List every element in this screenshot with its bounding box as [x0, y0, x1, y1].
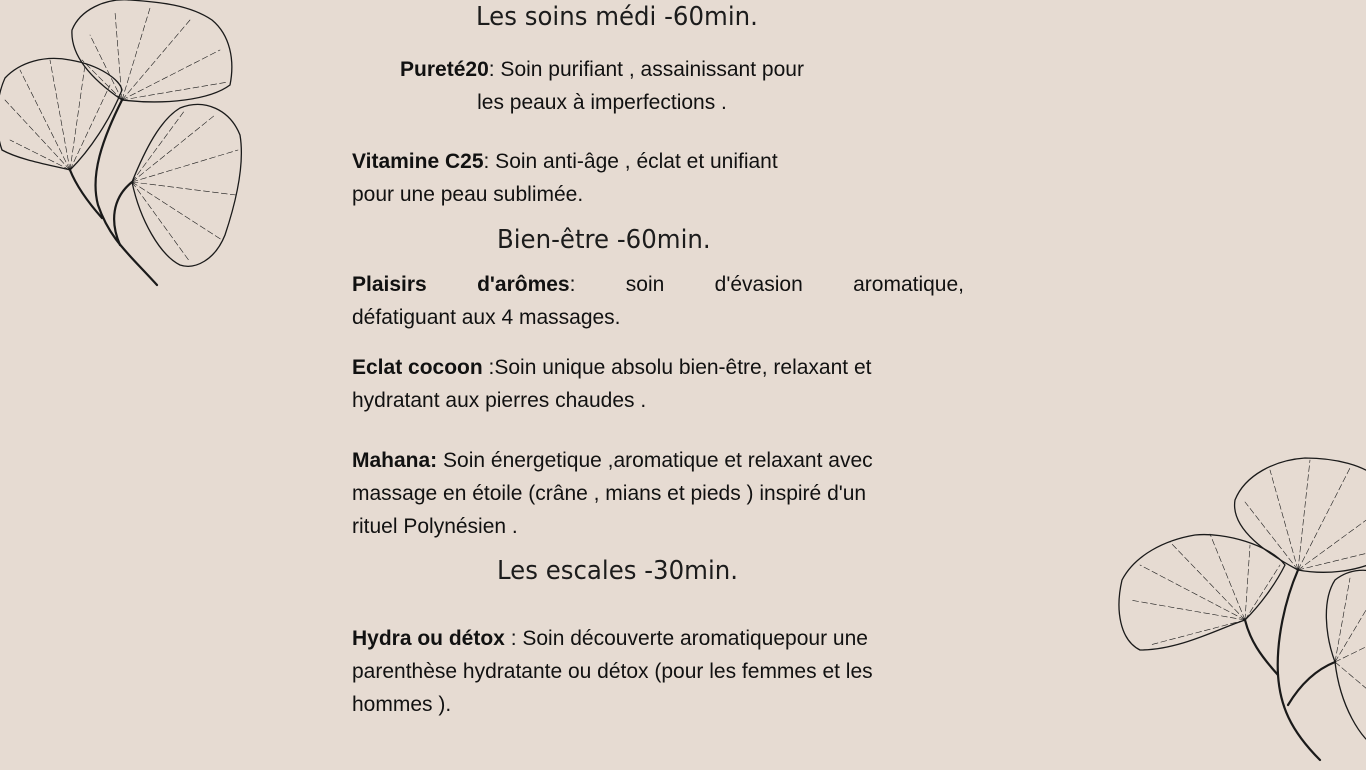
item-mahana-name: Mahana: [352, 449, 438, 472]
item-vitamine-desc-line2: pour une peau sublimée. [352, 183, 584, 206]
section-title-soins-medi: Les soins médi -60min. [476, 2, 758, 32]
item-plaisirs-name-word2: d'arômes [477, 273, 570, 296]
item-hydra-desc-line1: : Soin découverte aromatiquepour une [504, 627, 868, 650]
item-mahana [352, 444, 982, 543]
item-plaisirs-name-word1: Plaisirs [352, 273, 427, 296]
item-eclat-name: Eclat cocoon [352, 356, 483, 379]
item-vitamine-name: Vitamine C25 [352, 150, 484, 173]
item-hydra-desc-line2: parenthèse hydratante ou détox (pour les femmes et les [352, 660, 873, 683]
item-plaisirs-desc-line2: défatiguant aux 4 massages. [352, 306, 621, 329]
item-purete-desc-line1: : Soin purifiant , assainissant pour [488, 58, 804, 81]
item-plaisirs-sep: : [569, 273, 576, 296]
item-mahana-desc-line1: Soin énergetique ,aromatique et relaxant avec [437, 449, 873, 472]
item-purete-desc-line2: les peaux à imperfections . [477, 91, 727, 114]
item-eclat [352, 351, 982, 417]
ginkgo-leaves-bottom-right-icon [1110, 450, 1366, 770]
section-title-bien-etre: Bien-être -60min. [497, 225, 711, 255]
item-plaisirs-word-evasion: d'évasion [714, 273, 803, 296]
section-title-escales: Les escales -30min. [497, 556, 739, 586]
item-hydra-desc-line3: hommes ). [352, 693, 452, 716]
item-eclat-desc-line1: :Soin unique absolu bien-être, relaxant et [482, 356, 872, 379]
item-plaisirs-word-aromatique: aromatique, [853, 273, 964, 296]
item-mahana-desc-line2: massage en étoile (crâne , mians et pieds ) inspiré d'un [352, 482, 867, 505]
item-plaisirs [352, 268, 982, 334]
item-hydra-name: Hydra ou détox [352, 627, 505, 650]
item-hydra [352, 622, 982, 721]
item-vitamine [352, 145, 982, 211]
item-vitamine-desc-line1: : Soin anti-âge , éclat et unifiant [483, 150, 778, 173]
item-plaisirs-word-soin: soin [625, 273, 665, 296]
ginkgo-leaves-top-left-icon [0, 0, 260, 300]
item-eclat-desc-line2: hydratant aux pierres chaudes . [352, 389, 647, 412]
item-purete [352, 53, 852, 119]
item-purete-name: Pureté20 [400, 58, 489, 81]
item-mahana-desc-line3: rituel Polynésien . [352, 515, 518, 538]
